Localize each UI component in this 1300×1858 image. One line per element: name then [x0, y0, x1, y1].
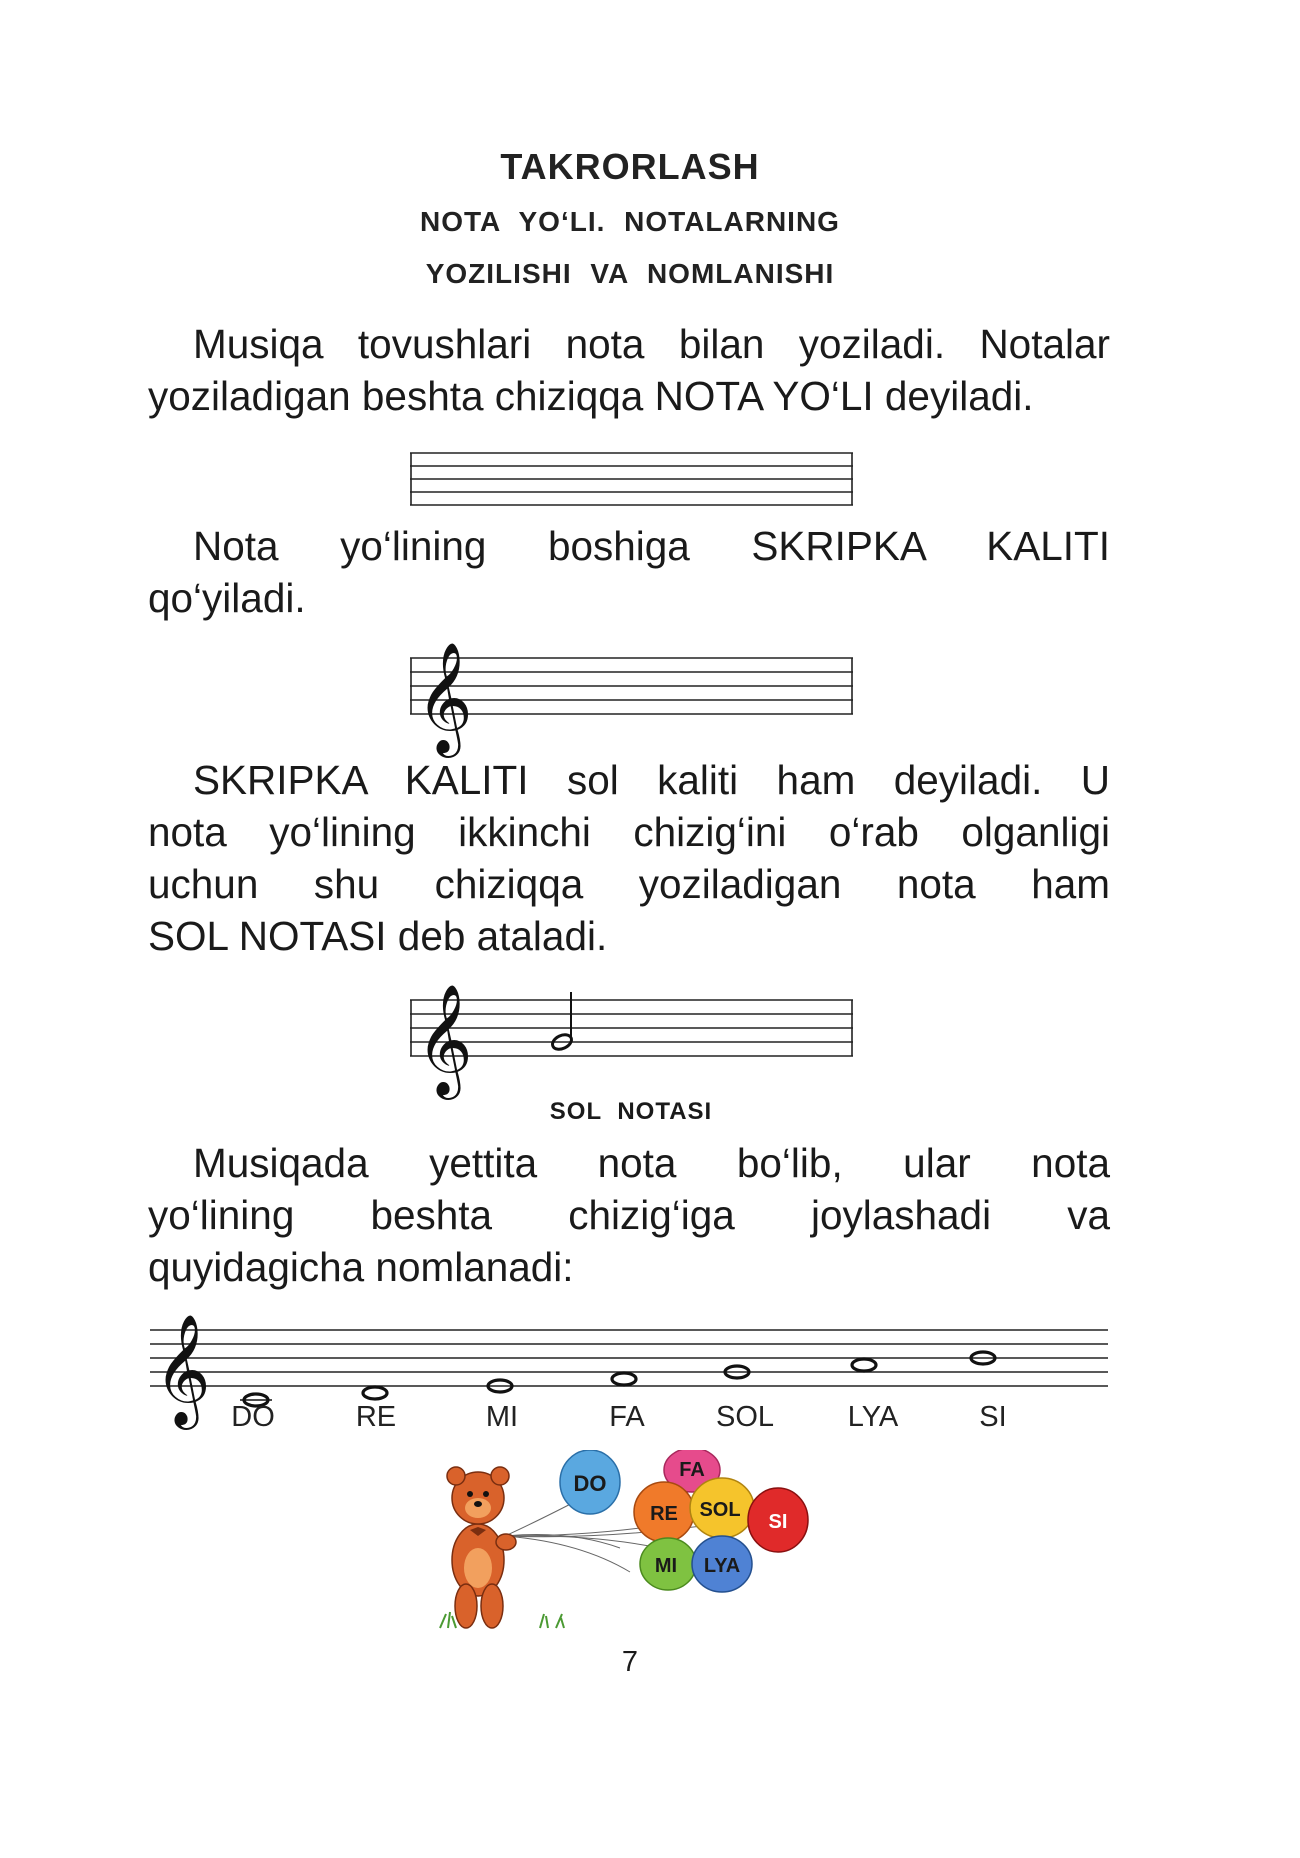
balloon-mi-icon — [640, 1538, 696, 1590]
bear-with-balloons-illustration — [430, 1450, 840, 1640]
paragraph-line: yo‘lining beshta chizig‘iga joylashadi va — [148, 1192, 1110, 1238]
paragraph-line: Musiqa tovushlari nota bilan yoziladi. Notalar — [193, 321, 1110, 367]
note-name-mi: MI — [485, 1401, 519, 1433]
paragraph-line: uchun shu chiziqqa yoziladigan nota ham — [148, 861, 1110, 907]
bear-icon — [447, 1467, 516, 1628]
balloon-label: SOL — [699, 1499, 741, 1521]
balloon-re-icon — [634, 1482, 694, 1542]
paragraph-skripka-kaliti — [148, 520, 1110, 624]
note-name-sol: SOL — [715, 1401, 775, 1433]
paragraph-sol-kaliti — [148, 754, 1110, 962]
page-title: TAKRORLASH — [500, 146, 760, 187]
treble-clef-icon: 𝄞 — [416, 641, 473, 753]
paragraph-line: quyidagicha nomlanadi: — [148, 1244, 574, 1290]
balloon-sol-icon — [690, 1478, 754, 1538]
sol-note-caption: SOL NOTASI — [549, 1098, 713, 1125]
paragraph-line: SOL NOTASI deb ataladi. — [148, 913, 608, 959]
page-number: 7 — [621, 1646, 639, 1678]
paragraph-nota-yoli — [148, 318, 1110, 422]
treble-clef-icon: 𝄞 — [154, 1313, 211, 1425]
paragraph-line: SKRIPKA KALITI sol kaliti ham deyiladi. U — [193, 757, 1110, 803]
balloon-label: DO — [573, 1471, 607, 1496]
note-re-icon — [363, 1387, 387, 1399]
paragraph-line: Nota yo‘lining boshiga SKRIPKA KALITI — [193, 523, 1110, 569]
staff-with-treble-clef — [410, 628, 855, 753]
note-name-si: SI — [979, 1401, 1007, 1433]
note-names-row — [0, 1401, 1300, 1441]
note-name-re: RE — [355, 1401, 397, 1433]
note-fa-icon — [612, 1373, 636, 1385]
treble-clef-icon: 𝄞 — [416, 983, 473, 1095]
half-note-sol-icon — [550, 992, 574, 1052]
section-heading-line-2: YOZILISHI VA NOMLANISHI — [425, 258, 835, 289]
paragraph-line: qo‘yiladi. — [148, 575, 306, 621]
balloon-label: LYA — [703, 1555, 741, 1577]
paragraph-line: Musiqada yettita nota bo‘lib, ular nota — [193, 1140, 1110, 1186]
balloon-label: RE — [650, 1503, 678, 1525]
staff-with-sol-note — [410, 970, 855, 1095]
balloon-label: MI — [654, 1555, 678, 1577]
section-heading-line-1: NOTA YO‘LI. NOTALARNING — [420, 206, 840, 237]
note-name-do: DO — [231, 1401, 275, 1433]
paragraph-line: nota yo‘lining ikkinchi chizig‘ini o‘rab olganligi — [148, 809, 1110, 855]
note-name-fa: FA — [609, 1401, 645, 1433]
balloon-lya-icon — [692, 1536, 752, 1592]
empty-staff — [410, 452, 855, 510]
note-lya-icon — [852, 1359, 876, 1371]
balloon-si-icon — [748, 1488, 808, 1552]
balloon-label: FA — [679, 1459, 705, 1481]
note-name-lya: LYA — [847, 1401, 899, 1433]
paragraph-seven-notes — [148, 1137, 1110, 1293]
balloon-do-icon — [560, 1450, 620, 1514]
paragraph-line: yoziladigan beshta chiziqqa NOTA YO‘LI deyiladi. — [148, 373, 1034, 419]
balloon-label: SI — [768, 1511, 788, 1533]
